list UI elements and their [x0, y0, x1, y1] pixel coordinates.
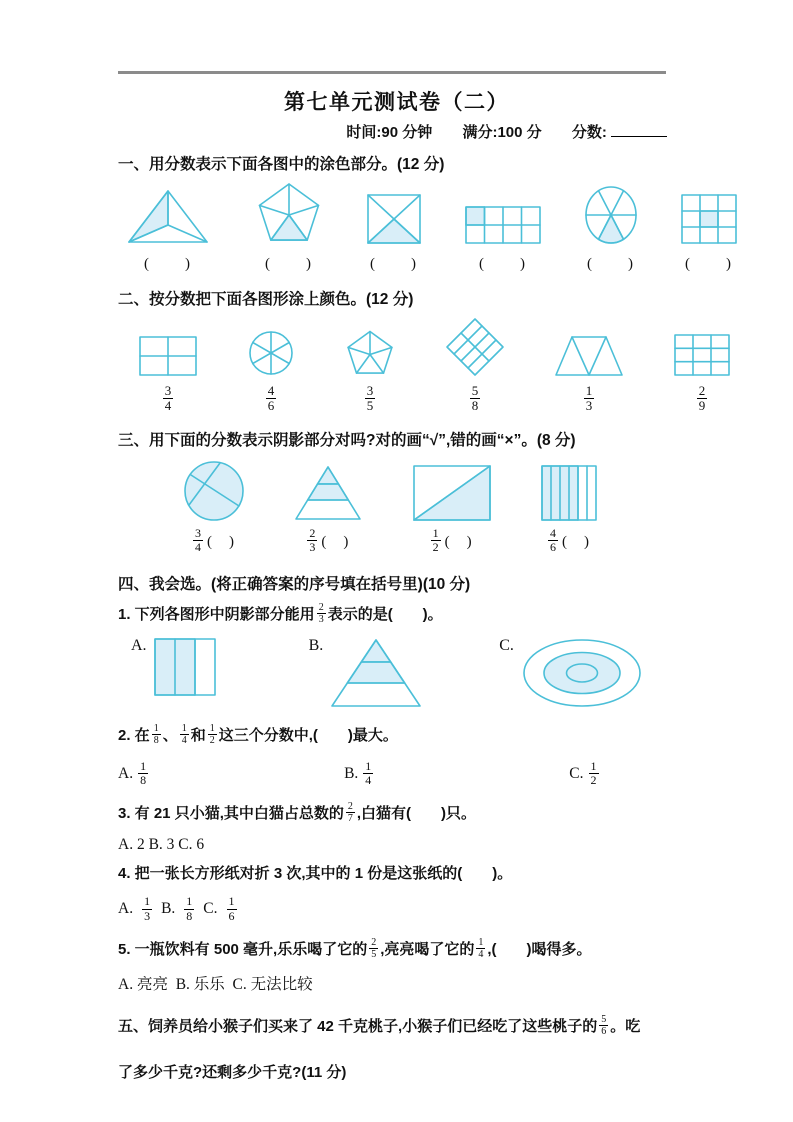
figure-cell — [247, 329, 295, 414]
fraction: $\frac{5}{6}$ — [601, 1013, 607, 1037]
question-2-options — [118, 760, 793, 787]
fraction: $\frac{1}{8}$ — [153, 722, 159, 746]
fraction: $\frac{2}{3}$ — [309, 525, 316, 554]
answer-blank: ( ) — [479, 256, 527, 272]
circle-sixths-figure — [584, 185, 638, 245]
question-2-text: 2. 在 $\frac{1}{8}$ 、 $\frac{1}{4}$ 和 $\frac{1}{2}$ 这三个分数中,( )最大。 — [118, 722, 398, 746]
fraction: $\frac{1}{8}$ — [140, 758, 147, 788]
section3-heading: 三、用下面的分数表示阴影部分对吗?对的画“√”,错的画“×”。(8 分) — [118, 431, 576, 449]
answer-blank: ( ) — [444, 533, 473, 550]
figure-cell — [673, 333, 731, 414]
meta-time: 时间:90 分钟 — [346, 124, 433, 141]
square-strips-shaded-figure — [540, 464, 598, 522]
diamond-grid-figure — [445, 317, 505, 377]
fraction: $\frac{1}{6}$ — [228, 894, 235, 923]
grid-2x4-figure — [464, 205, 542, 245]
fraction: $\frac{2}{5}$ — [371, 936, 377, 960]
section1-heading: 一、用分数表示下面各图中的涂色部分。(12 分) — [118, 156, 445, 173]
question-5-options: A. 亮亮 B. 乐乐 C. 无法比较 — [118, 975, 313, 993]
figure-cell — [680, 193, 738, 273]
grid-3x3-figure — [673, 333, 731, 377]
option-c: C. $\frac{1}{2}$ — [569, 758, 597, 788]
page-title: 第七单元测试卷（二） — [284, 91, 509, 114]
answer-blank: ( ) — [265, 256, 313, 272]
question-4-text: 4. 把一张长方形纸对折 3 次,其中的 1 份是这张纸的( )。 — [118, 865, 513, 883]
pentagon-fifths-figure — [254, 181, 324, 245]
paper-meta — [0, 121, 667, 142]
option-c — [499, 637, 644, 709]
section4-heading: 四、我会选。(将正确答案的序号填在括号里)(10 分) — [118, 575, 471, 593]
option-b: B. $\frac{1}{4}$ — [344, 758, 372, 788]
fraction: $\frac{1}{4}$ — [365, 758, 372, 788]
score-blank — [611, 122, 667, 137]
judgement-label — [307, 527, 349, 554]
option-c-label: C. — [203, 900, 218, 918]
figure-cell — [344, 329, 396, 414]
figure-cell — [183, 460, 245, 554]
question-1-text: 1. 下列各图形中阴影部分能用 $\frac{2}{3}$ 表示的是( )。 — [118, 601, 443, 625]
pentagon-fifths-figure — [344, 329, 396, 377]
fraction: $\frac{4}{6}$ — [267, 383, 275, 414]
question-4-options — [118, 895, 793, 922]
option-b-label: B. — [161, 900, 176, 918]
section2-figures-row — [138, 317, 731, 414]
question-3-text: 3. 有 21 只小猫,其中白猫占总数的 $\frac{2}{7}$ ,白猫有( )只。 — [118, 801, 477, 825]
fraction: $\frac{1}{2}$ — [209, 722, 215, 746]
figure-cell — [138, 335, 198, 414]
figure-cell — [540, 464, 598, 554]
fraction: $\frac{1}{4}$ — [181, 722, 187, 746]
option-a-label: A. — [118, 900, 134, 918]
trapezoid-thirds-figure — [554, 335, 624, 377]
option-a: A. $\frac{1}{8}$ — [118, 758, 147, 788]
figure-cell — [412, 464, 492, 554]
fraction: $\frac{3}{4}$ — [195, 525, 201, 554]
judgement-label — [548, 527, 590, 554]
answer-blank: ( ) — [370, 256, 418, 272]
figure-cell — [124, 187, 212, 273]
top-rule — [118, 71, 666, 74]
fraction: $\frac{1}{4}$ — [478, 936, 484, 960]
figure-cell — [366, 193, 422, 273]
option-b-label: B. — [308, 636, 324, 654]
fraction: $\frac{1}{2}$ — [432, 525, 439, 554]
fraction: $\frac{2}{7}$ — [347, 801, 353, 825]
section5-line1: 五、饲养员给小猴子们买来了 42 千克桃子,小猴子们已经吃了这些桃子的 $\frac{5}{6}$ 。吃 — [118, 1013, 641, 1037]
meta-score-label: 分数: — [571, 124, 607, 141]
figure-cell — [554, 335, 624, 414]
triangle-bands-shaded-figure — [329, 637, 423, 709]
fraction: $\frac{3}{5}$ — [366, 383, 374, 414]
question-5-text: 5. 一瓶饮料有 500 毫升,乐乐喝了它的 $\frac{2}{5}$ ,亮亮喝了它的 $\frac{1}{4}$ ,( )喝得多。 — [118, 936, 592, 960]
figure-cell — [254, 181, 324, 273]
fraction: $\frac{2}{3}$ — [318, 601, 324, 625]
answer-blank: ( ) — [561, 533, 590, 550]
answer-blank: ( ) — [685, 256, 733, 272]
grid-3x3-figure — [680, 193, 738, 245]
figure-cell — [584, 185, 638, 273]
circle-sixths-figure — [247, 329, 295, 377]
question-1-options — [131, 637, 793, 709]
section5-line2: 了多少千克?还剩多少千克?(11 分) — [118, 1063, 347, 1081]
fraction: $\frac{1}{3}$ — [144, 894, 151, 923]
section1-figures-row — [124, 181, 738, 273]
judgement-label — [193, 527, 235, 554]
fraction: $\frac{1}{8}$ — [186, 894, 193, 923]
answer-blank: ( ) — [587, 256, 635, 272]
fraction: $\frac{5}{8}$ — [471, 383, 479, 414]
figure-cell — [445, 317, 505, 414]
answer-blank: ( ) — [321, 533, 350, 550]
option-c-label: C. — [499, 636, 514, 654]
answer-blank: ( ) — [207, 533, 235, 550]
answer-blank: ( ) — [144, 256, 192, 272]
circle-chords-shaded-figure — [183, 460, 245, 522]
fraction: $\frac{3}{4}$ — [164, 383, 172, 414]
option-a — [131, 637, 217, 697]
figure-cell — [464, 205, 542, 273]
figure-cell — [293, 464, 363, 554]
triangle-bands-shaded-figure — [293, 464, 363, 522]
rect-strips-shaded-figure — [153, 637, 217, 697]
meta-full-score: 满分:100 分 — [462, 124, 542, 141]
judgement-label — [431, 527, 473, 554]
fraction: $\frac{1}{2}$ — [590, 758, 597, 788]
rect-diagonal-half-figure — [412, 464, 492, 522]
fraction: $\frac{4}{6}$ — [549, 525, 556, 554]
option-a-label: A. — [131, 636, 147, 654]
section3-figures-row — [183, 460, 598, 554]
option-b — [309, 637, 424, 709]
concentric-ellipses-figure — [520, 637, 644, 709]
section2-heading: 二、按分数把下面各图形涂上颜色。(12 分) — [118, 291, 414, 308]
fraction: $\frac{2}{9}$ — [698, 383, 706, 414]
grid-2x2-figure — [138, 335, 198, 377]
square-diagonals-figure — [366, 193, 422, 245]
question-3-options: A. 2 B. 3 C. 6 — [118, 836, 205, 854]
fraction: $\frac{1}{3}$ — [585, 383, 593, 414]
triangle-thirds-figure — [124, 187, 212, 245]
